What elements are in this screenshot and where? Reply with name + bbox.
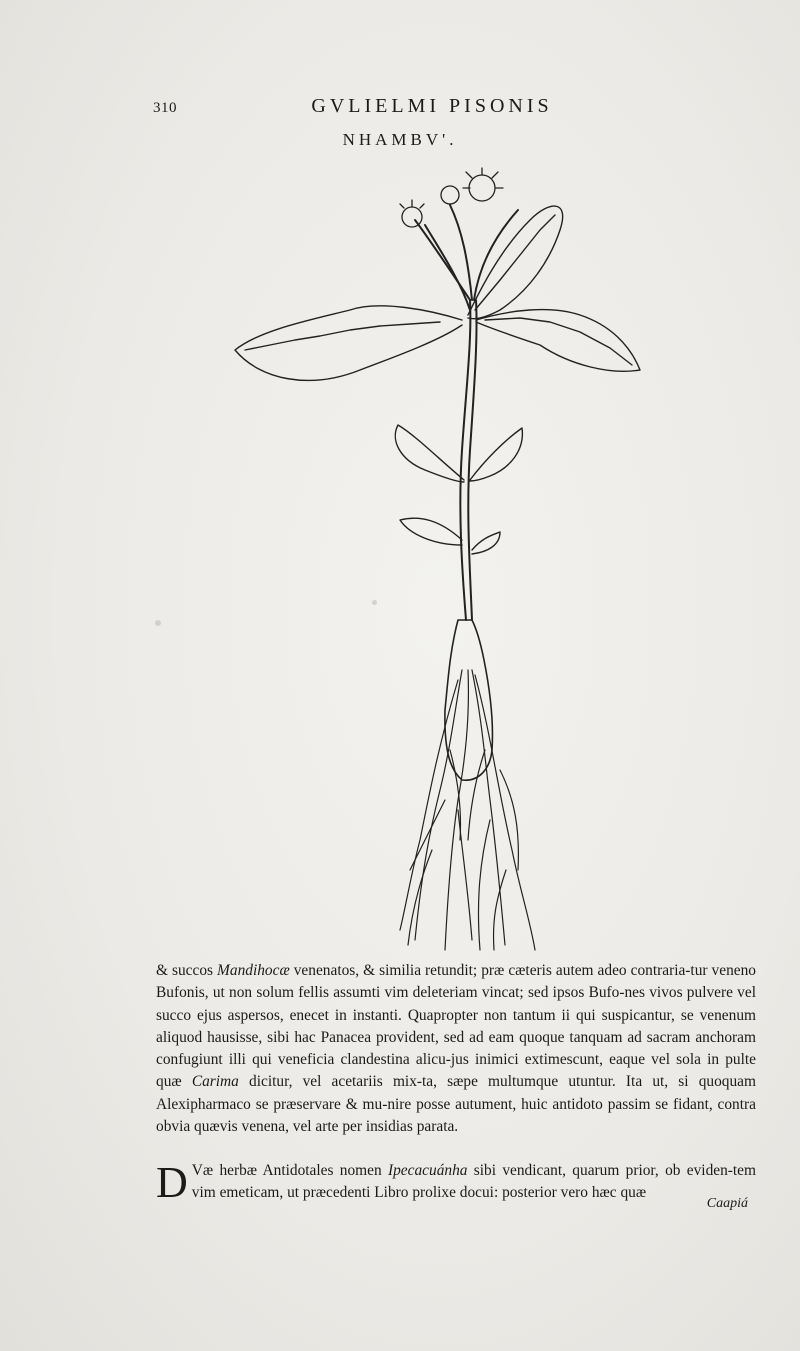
plant-leaves [235,206,640,554]
body-text-run: venenatos, & similia retundit; præ cæteris autem adeo contraria-tur veneno Bufonis, ut non solum fellis assumti vim deleteriam vincat; sed ipsos Bufo-nes vivos pulvere vel succo ejus aspersos, enecet in instanti. Quapropter non tantum ii qui suspicantur, se venenum aliquod hausisse, sibi hac Panacea provident, sed ad eam quoque tanquam ad sacram anchoram confugiunt illi qui veneficia clandestina alicu-jus inimici extimescunt, eaque vel sola in pulte quæ [156,962,756,1091]
italic-term: Carima [191,1073,239,1091]
italic-term: Mandihocæ [217,962,290,979]
plant-woodcut-illustration [200,150,680,960]
drop-cap: D [156,1158,188,1207]
plant-flower-heads [400,168,503,227]
italic-term: Ipecacuánha [387,1162,468,1179]
page-number: 310 [153,100,177,116]
catchword: Caapiá [706,1196,748,1211]
body-paragraph-1 [156,960,756,1138]
body-text-run: sibi vendicant, quarum prior, ob eviden-tem vim emeticam, ut præcedenti Libro prolixe docui: posterior vero hæc quæ [191,1162,756,1202]
body-text-run: Væ herbæ Antidotales nomen [191,1162,388,1179]
plant-roots [400,670,535,950]
plant-title: NHAMBV'. [342,130,458,149]
running-head: GVLIELMI PISONIS [311,95,553,117]
ink-speck [155,620,161,626]
body-paragraph-2 [156,1160,756,1205]
body-text-run: & succos [156,962,218,979]
plant-stem [415,205,518,620]
body-text-run: dicitur, vel acetariis mix-ta, sæpe multumque utuntur. Ita ut, si quoquam Alexipharmaco se præservare & mu-nire posse autument, huic antidoto passim se fidant, contra obvia quævis venena, vel arte per insidias parata. [156,1073,756,1136]
